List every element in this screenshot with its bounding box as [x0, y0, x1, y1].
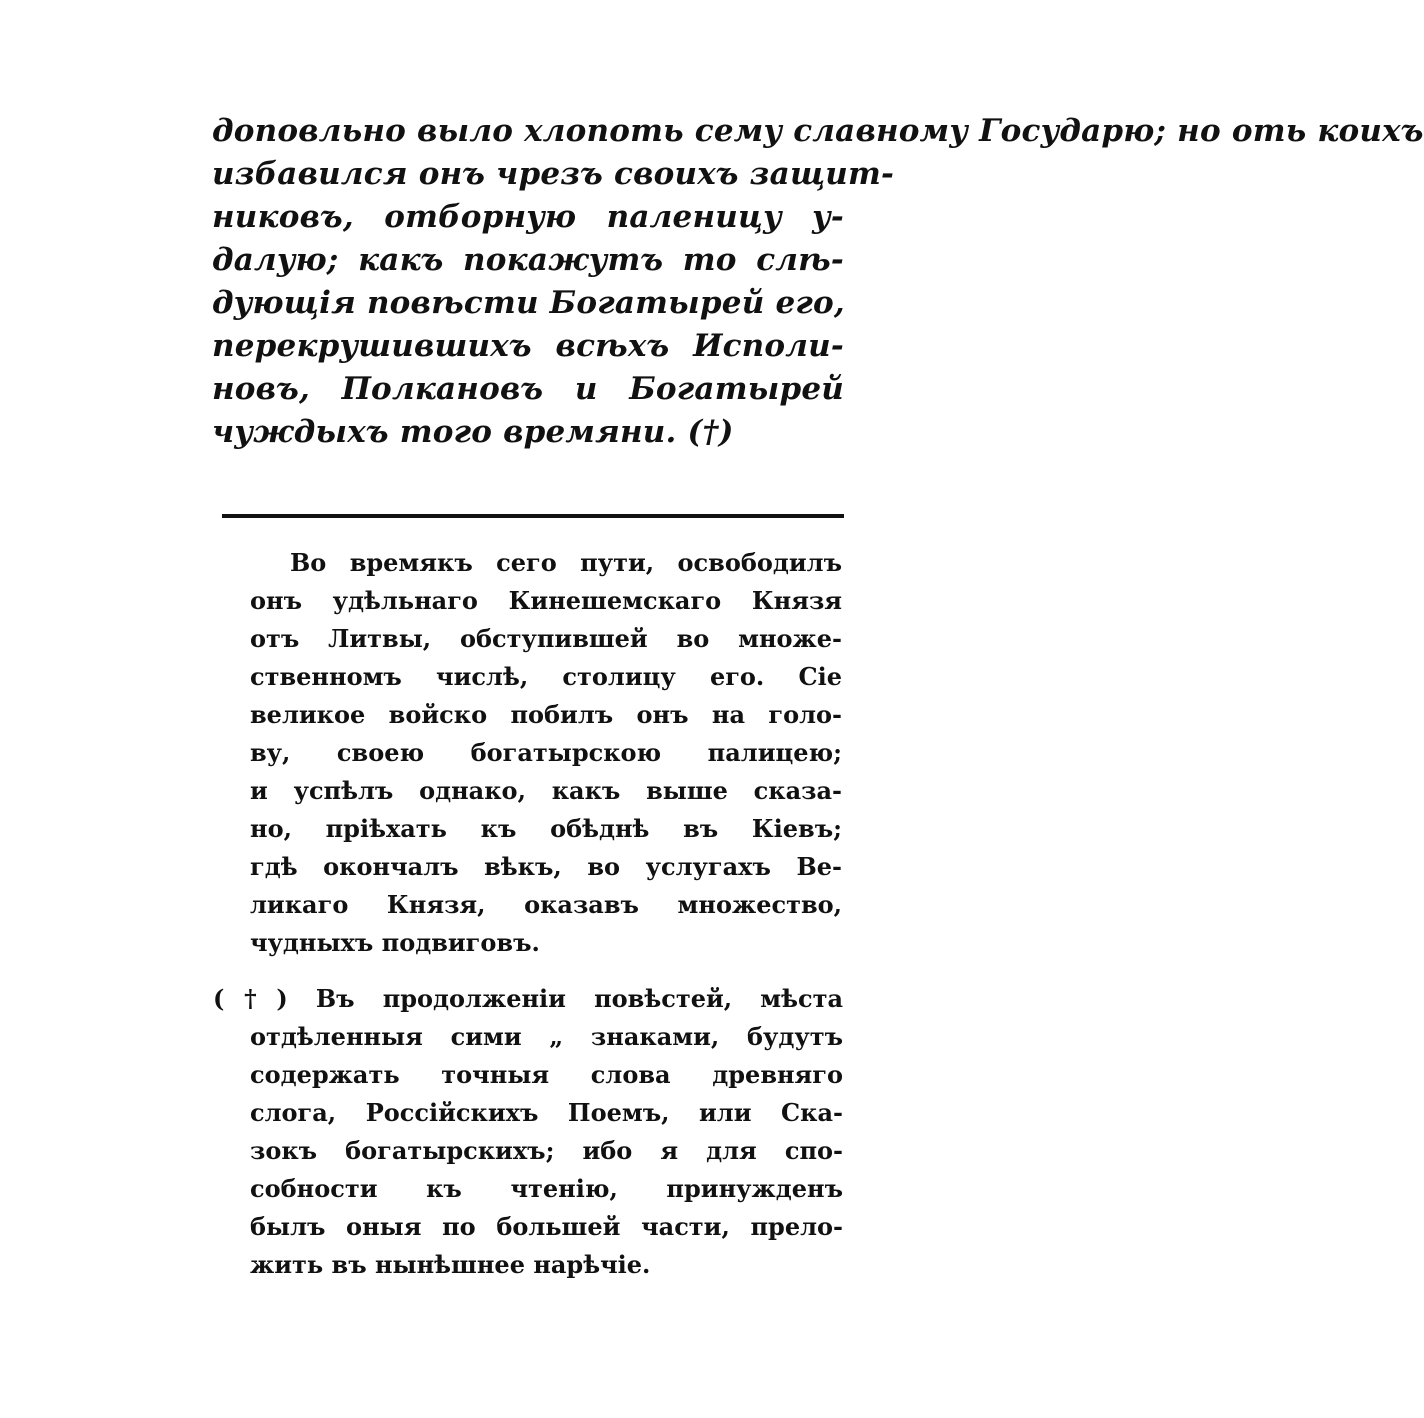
- footnote-divider: [222, 514, 844, 518]
- footnote-line: чудныхъ подвиговъ.: [250, 928, 540, 957]
- footnote-line: Во времякъ сего пути, освободилъ: [290, 548, 842, 577]
- footnote-block: [250, 544, 842, 962]
- footnote-line: онъ удѣльнаго Кинешемскаго Князя: [250, 586, 842, 615]
- main-text-line: доповльно выло хлопоть сему славному Государю; но оть коихъ: [212, 113, 1424, 149]
- footnote-line: отъ Литвы, обступившей во множе-: [250, 624, 842, 653]
- main-text-line: перекрушившихъ всѣхъ Исполи-: [212, 328, 844, 364]
- footnote-line: гдѣ окончалъ вѣкъ, во услугахъ Ве-: [250, 852, 842, 881]
- footnote-line: собности къ чтенію, принужденъ: [250, 1174, 843, 1203]
- main-text-line: дующія повѣсти Богатырей его,: [212, 285, 845, 321]
- footnote-line: содержать точныя слова древняго: [250, 1060, 843, 1089]
- footnote-line: (†) Въ продолженіи повѣстей, мѣста: [213, 984, 843, 1013]
- main-text-line: чуждыхъ того времяни. (†): [212, 414, 734, 450]
- footnote-line: но, пріѣхать къ обѣднѣ въ Кіевъ;: [250, 814, 842, 843]
- footnote-line: отдѣленныя сими „ знаками, будутъ: [250, 1022, 843, 1051]
- main-text-line: никовъ, отборную паленицу у-: [212, 199, 844, 235]
- footnote-line: слога, Россійскихъ Поемъ, или Ска-: [250, 1098, 843, 1127]
- footnote-line: зокъ богатырскихъ; ибо я для спо-: [250, 1136, 843, 1165]
- main-text-line: избавился онъ чрезъ своихъ защит-: [212, 156, 895, 192]
- main-text-line: далую; какъ покажутъ то слѣ-: [212, 242, 844, 278]
- main-text-block: [212, 110, 1424, 454]
- footnote-line: ственномъ числѣ, столицу его. Сіе: [250, 662, 842, 691]
- footnote-line: ликаго Князя, оказавъ множество,: [250, 890, 842, 919]
- footnote-dagger-block: [213, 980, 843, 1284]
- footnote-line: былъ оныя по большей части, прело-: [250, 1212, 843, 1241]
- footnote-line: жить въ нынѣшнее нарѣчіе.: [250, 1250, 651, 1279]
- footnote-line: великое войско побилъ онъ на голо-: [250, 700, 842, 729]
- main-text-line: новъ, Полкановъ и Богатырей: [212, 371, 844, 407]
- footnote-line: и успѣлъ однако, какъ выше сказа-: [250, 776, 842, 805]
- footnote-line: ву, своею богатырскою палицею;: [250, 738, 842, 767]
